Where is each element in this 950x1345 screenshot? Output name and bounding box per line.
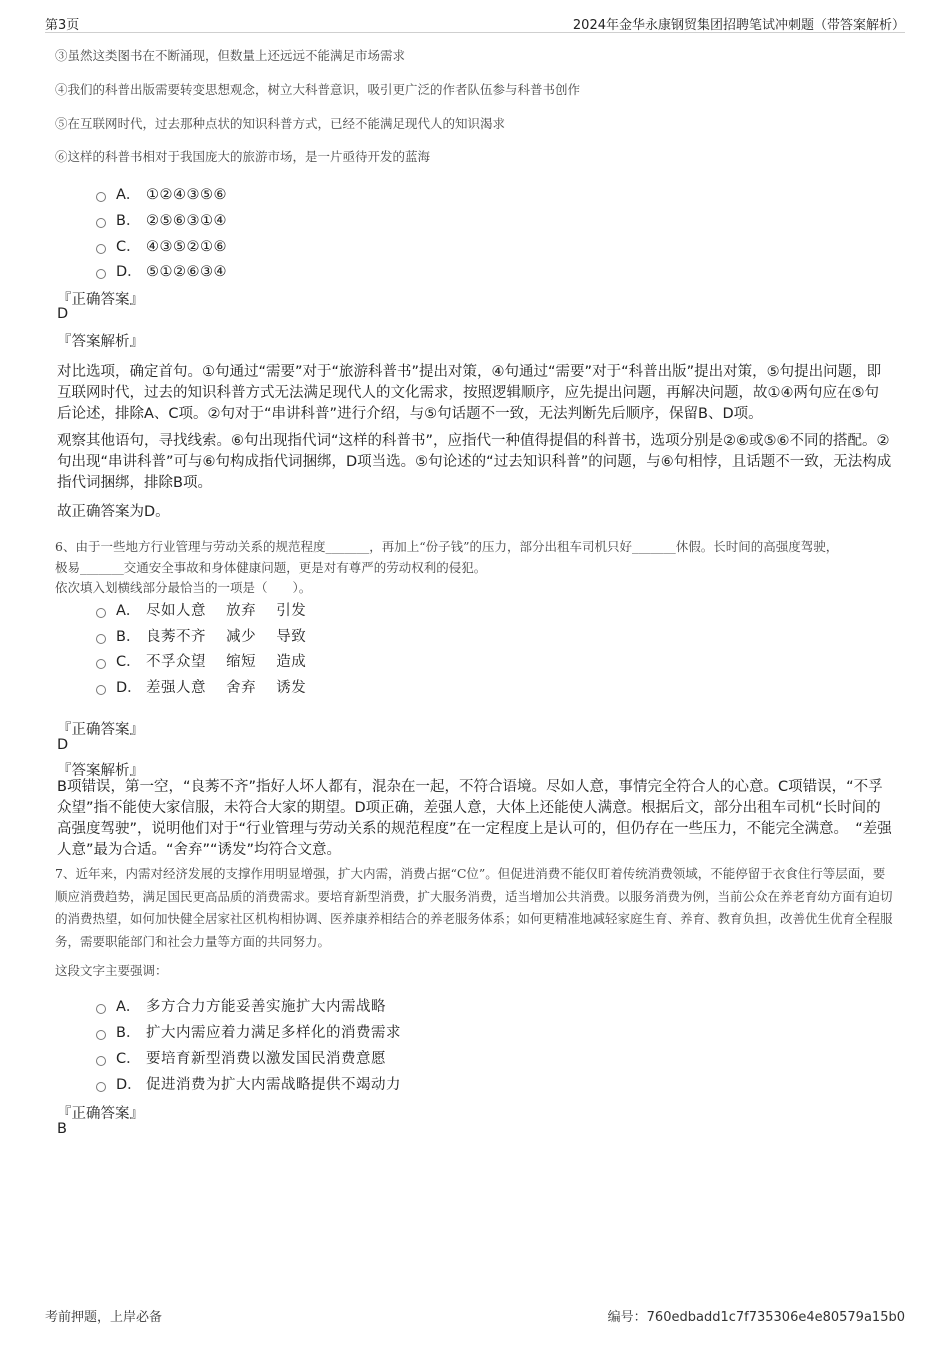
q6-option-d[interactable]: D． 差强人意 舍弃 诱发 <box>96 676 306 698</box>
q5-answer-heading: 『正确答案』 <box>57 292 144 308</box>
q6-question-prompt: 依次填入划横线部分最恰当的一项是（ ）。 <box>55 580 312 595</box>
radio-icon[interactable] <box>96 192 106 202</box>
radio-icon[interactable] <box>96 1056 106 1066</box>
q5-analysis-paragraph-1: 对比选项，确定首句。①句通过“需要”对于“旅游科普书”提出对策，④句通过“需要”对于“科普出版”提出对策，⑤句提出问题，即互联网时代，过去的知识科普方式无法满足现代人的文化需求，按照逻辑顺序，应先提出问题，再解决问题，故①④两句应在⑤句后论述，排除A、C项。②句对于“串讲科普”进行介绍，与⑤句话题不一致，无法判断先后顺序，保留B、D项。 <box>57 364 882 422</box>
radio-icon[interactable] <box>96 634 106 644</box>
q6-option-c[interactable]: C． 不孚众望 缩短 造成 <box>96 650 306 672</box>
q5-answer: D <box>57 306 69 322</box>
statement-4: ④我们的科普出版需要转变思想观念，树立大科普意识，吸引更广泛的作者队伍参与科普书创作 <box>55 82 581 97</box>
document-title: 2024年金华永康钢贸集团招聘笔试冲刺题（带答案解析） <box>572 18 905 33</box>
q7-option-b[interactable]: B． 扩大内需应着力满足多样化的消费需求 <box>96 1021 401 1043</box>
q6-option-a[interactable]: A． 尽如人意 放弃 引发 <box>96 599 306 621</box>
radio-icon[interactable] <box>96 608 106 618</box>
document-id: 编号：760edbadd1c7f735306e4e80579a15b0 <box>607 1310 905 1325</box>
q6-stem-line-2: 极易_______交通安全事故和身体健康问题，更是对有尊严的劳动权利的侵犯。 <box>55 560 487 575</box>
radio-icon[interactable] <box>96 218 106 228</box>
q6-stem-line-1: 6、由于一些地方行业管理与劳动关系的规范程度_______，再加上“份子钱”的压力，部分出租车司机只好_______休假。长时间的高强度驾驶， <box>55 539 839 554</box>
q7-answer-heading: 『正确答案』 <box>57 1106 144 1122</box>
q6-analysis-heading: 『答案解析』 <box>57 763 144 779</box>
q6-answer-heading: 『正确答案』 <box>57 722 144 738</box>
radio-icon[interactable] <box>96 244 106 254</box>
q7-stem: 7、近年来，内需对经济发展的支撑作用明显增强，扩大内需，消费占据“C位”。但促进消费不能仅盯着传统消费领域，不能停留于衣食住行等层面，要顺应消费趋势，满足国民更高品质的消费需求。要培育新型消费，扩大服务消费，适当增加公共消费。以服务消费为例，当前公众在养老育幼方面有迫切的消费热望，如何加快健全居家社区机构相协调、医养康养相结合的养老服务体系；如何更精准地减轻家庭生育、养育、教育负担，改善优生优育全程服务，需要职能部门和社会力量等方面的共同努力。 <box>55 866 893 949</box>
radio-icon[interactable] <box>96 1030 106 1040</box>
page-number: 第3页 <box>45 18 80 33</box>
statement-3: ③虽然这类图书在不断涌现，但数量上还远远不能满足市场需求 <box>55 48 406 63</box>
radio-icon[interactable] <box>96 659 106 669</box>
q6-option-b[interactable]: B． 良莠不齐 减少 导致 <box>96 625 306 647</box>
radio-icon[interactable] <box>96 1004 106 1014</box>
q5-option-a[interactable]: A． ①②④③⑤⑥ <box>96 183 227 205</box>
radio-icon[interactable] <box>96 685 106 695</box>
q5-option-b[interactable]: B． ②⑤⑥③①④ <box>96 209 227 231</box>
page-footer <box>45 1306 905 1324</box>
q5-analysis-heading: 『答案解析』 <box>57 334 144 350</box>
q7-option-d[interactable]: D． 促进消费为扩大内需战略提供不竭动力 <box>96 1073 401 1095</box>
statement-6: ⑥这样的科普书相对于我国庞大的旅游市场，是一片亟待开发的蓝海 <box>55 149 431 164</box>
q7-question-prompt: 这段文字主要强调： <box>55 963 168 978</box>
q6-answer: D <box>57 737 69 753</box>
q7-answer: B <box>57 1121 67 1137</box>
page-header <box>45 12 905 33</box>
q5-option-c[interactable]: C． ④③⑤②①⑥ <box>96 235 227 257</box>
q7-option-a[interactable]: A． 多方合力方能妥善实施扩大内需战略 <box>96 995 386 1017</box>
q5-option-d[interactable]: D． ⑤①②⑥③④ <box>96 260 227 282</box>
q7-option-c[interactable]: C． 要培育新型消费以激发国民消费意愿 <box>96 1047 386 1069</box>
q6-analysis: B项错误，第一空，“良莠不齐”指好人坏人都有，混杂在一起，不符合语境。尽如人意，事情完全符合人的心意。C项错误，“不孚众望”指不能使大家信服，未符合大家的期望。D项正确，差强人意，大体上还能使人满意。根据后文，部分出租车司机“长时间的高强度驾驶”，说明他们对于“行业管理与劳动关系的规范程度”在一定程度上是认可的，但仍存在一些压力，不能完全满意。 “差强人意”最为合适。“舍弃”“诱发”均符合文意。 <box>57 779 892 858</box>
radio-icon[interactable] <box>96 269 106 279</box>
q5-analysis-paragraph-2: 观察其他语句，寻找线索。⑥句出现指代词“这样的科普书”，应指代一种值得提倡的科普书，选项分别是②⑥或⑤⑥不同的搭配。②句出现“串讲科普”可与⑥句构成指代词捆绑，D项当选。⑤句论述的“过去知识科普”的问题，与⑥句相悖，且话题不一致，无法构成指代词捆绑，排除B项。 <box>57 433 892 491</box>
q5-analysis-conclusion: 故正确答案为D。 <box>57 504 170 520</box>
radio-icon[interactable] <box>96 1082 106 1092</box>
footer-slogan: 考前押题，上岸必备 <box>45 1310 163 1325</box>
statement-5: ⑤在互联网时代，过去那种点状的知识科普方式，已经不能满足现代人的知识渴求 <box>55 116 506 131</box>
